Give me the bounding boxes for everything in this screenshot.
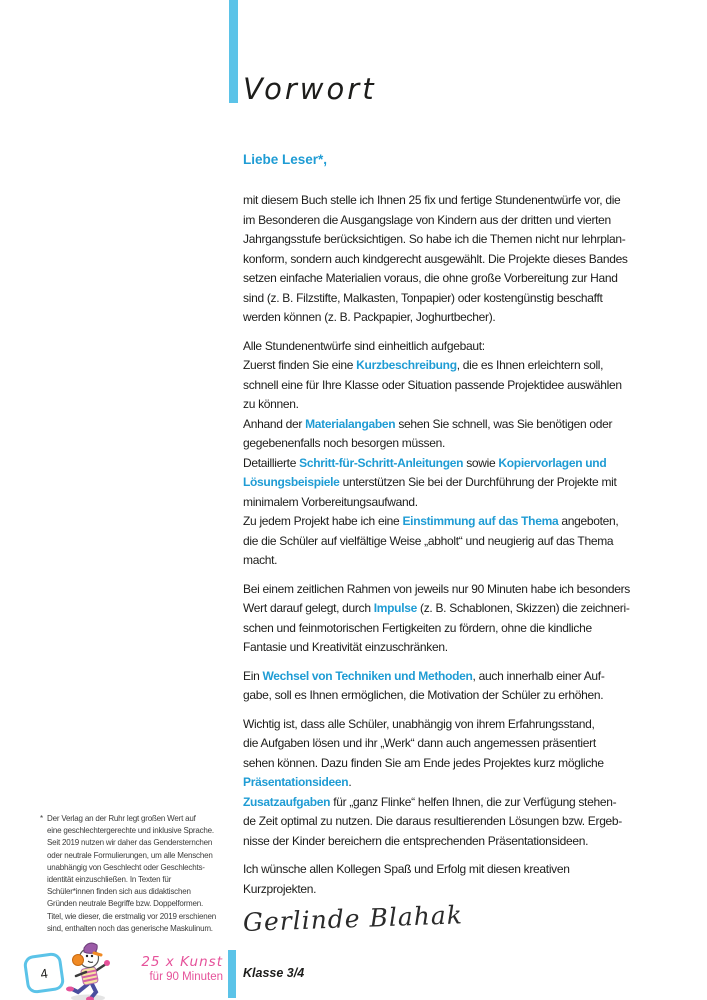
highlighted-term: Zusatzaufgaben [243, 794, 331, 809]
text-line [243, 773, 663, 793]
text-line [243, 337, 663, 357]
text-run: . [348, 775, 352, 789]
footer-accent-bar [228, 950, 236, 998]
paragraph [243, 191, 663, 328]
footnote-line: oder neutrale Formulierungen, um alle Menschen [47, 850, 213, 860]
text-run: für „ganz Flinke“ helfen Ihnen, die zur Verfügung stehen- [330, 794, 617, 809]
text-run: Zu jedem Projekt habe ich eine [243, 514, 403, 528]
text-line [243, 880, 663, 900]
preface-content [243, 72, 663, 937]
paragraph [243, 580, 663, 658]
text-run: die die Schüler auf vielfältige Weise „abholt“ und neugierig auf das Thema [243, 533, 614, 548]
text-line [243, 532, 663, 552]
text-line [243, 793, 663, 813]
text-line [243, 395, 663, 415]
highlighted-term: Kurzbeschreibung [356, 358, 457, 372]
highlighted-term: Schritt-für-Schritt-Anleitungen [299, 455, 464, 470]
text-line [243, 250, 663, 270]
text-run: gegebenenfalls noch besorgen müssen. [243, 436, 446, 450]
text-run: sowie [463, 455, 499, 470]
text-line [243, 667, 663, 687]
text-run: konform, sondern auch kindgerecht ausgewählt. Die Projekte dieses Bandes [243, 251, 628, 266]
text-line [243, 512, 663, 532]
text-line [243, 832, 663, 852]
footnote-line: unabhängig von Geschlecht oder Geschlechts- [47, 862, 205, 872]
footnote-line: Der Verlag an der Ruhr legt großen Wert auf [47, 814, 196, 823]
text-line [243, 599, 663, 619]
text-line [243, 356, 663, 376]
text-run: , auch innerhalb einer Auf- [472, 668, 605, 683]
paragraph [243, 860, 663, 899]
text-run: Alle Stundenentwürfe sind einheitlich aufgebaut: [243, 338, 485, 353]
text-line [243, 715, 663, 735]
highlighted-term: Materialangaben [305, 416, 396, 431]
text-run: Bei einem zeitlichen Rahmen von jeweils nur 90 Minuten habe ich besonders [243, 581, 631, 596]
highlighted-term: Einstimmung auf das Thema [402, 514, 559, 528]
text-run: sehen Sie schnell, was Sie benötigen oder [395, 416, 613, 431]
text-line [243, 415, 663, 435]
text-run: sind (z. B. Filzstifte, Malkasten, Tonpapier) oder kostengünstig beschafft [243, 290, 603, 305]
footnote-line: identität einzuschließen. In Texten für [47, 875, 172, 885]
footnote-text [47, 813, 239, 935]
text-line [243, 580, 663, 600]
text-line [243, 551, 663, 571]
text-run: Anhand der [243, 416, 306, 431]
text-run: unterstützen Sie bei der Durchführung der Projekte mit [339, 475, 617, 489]
text-run: (z. B. Schablonen, Skizzen) die zeichneri- [416, 601, 630, 615]
text-run: zu können. [243, 397, 299, 411]
text-line [243, 812, 663, 832]
text-run: angeboten, [558, 514, 619, 528]
footnote-marker: * [40, 814, 43, 823]
text-run: , die es Ihnen erleichtern soll, [456, 358, 604, 372]
highlighted-term: Präsentationsideen [243, 775, 349, 789]
text-line [243, 686, 663, 706]
mascot-illustration [64, 942, 116, 1000]
text-run: mit diesem Buch stelle ich Ihnen 25 fix und fertige Stundenentwürfe vor, die [243, 193, 621, 207]
text-line [243, 269, 663, 289]
text-run: de Zeit optimal zu nutzen. Die daraus resultierenden Lösungen bzw. Ergeb- [243, 814, 623, 828]
text-line [243, 638, 663, 658]
footnote-line: Seit 2019 nutzen wir daher das Gendersternchen [47, 838, 213, 848]
series-subtitle: für 90 Minuten [149, 971, 223, 983]
text-run: gabe, soll es Ihnen ermöglichen, die Motivation der Schüler zu erhöhen. [243, 688, 604, 702]
paragraph [243, 715, 663, 852]
paragraph [243, 667, 663, 706]
greeting: Liebe Leser*, [243, 152, 328, 167]
title-accent-bar [229, 0, 238, 103]
text-line [243, 619, 663, 639]
footnote-line: sind, enthalten noch das generische Maskulinum. [47, 923, 213, 933]
grade-label: Klasse 3/4 [243, 966, 305, 980]
text-line [243, 376, 663, 396]
series-title: 25 x Kunst [141, 954, 223, 970]
text-run: Fantasie und Kreativität einzuschränken. [243, 640, 448, 654]
text-run: nisse der Kinder bereichern die entsprechenden Präsentationsideen. [243, 833, 589, 848]
text-run: Kurzprojekten. [243, 881, 317, 896]
text-run: Detaillierte [243, 455, 300, 470]
text-run: schnell eine für Ihre Klasse oder Situation passende Projektidee auswählen [243, 377, 622, 392]
text-run: die Aufgaben lösen und ihr „Werk“ dann auch angemessen präsentiert [243, 736, 596, 750]
text-line [243, 493, 663, 513]
highlighted-term: Kopiervorlagen und [498, 455, 607, 470]
footnote-line: eine geschlechtergerechte und inklusive Sprache. [47, 826, 214, 836]
highlighted-term: Impulse [373, 601, 417, 615]
text-run: im Besonderen die Ausgangslage von Kindern aus der dritten und vierten [243, 212, 611, 227]
text-run: Jahrgangsstufe berücksichtigen. So habe ich die Themen nicht nur lehrplan- [243, 232, 626, 246]
text-line [243, 211, 663, 231]
footnote [40, 813, 239, 935]
paragraph [243, 337, 663, 571]
text-run: werden können (z. B. Packpapier, Joghurtbecher). [243, 310, 496, 324]
text-line [243, 434, 663, 454]
page-title: Vorwort [243, 72, 377, 106]
preface-paragraphs [243, 191, 663, 899]
footnote-line: Gründen neutrale Begriffe bzw. Doppelformen. [47, 899, 204, 909]
text-line [243, 454, 663, 474]
text-run: schen und feinmotorischen Fertigkeiten zu fördern, ohne die kindliche [243, 620, 592, 635]
footnote-line: Titel, wie dieser, die erstmalig vor 2019 erschienen [47, 911, 216, 921]
text-run: Ich wünsche allen Kollegen Spaß und Erfolg mit diesen kreativen [243, 862, 570, 876]
highlighted-term: Wechsel von Techniken und Methoden [262, 668, 473, 683]
text-run: Ein [243, 668, 263, 683]
text-line [243, 289, 663, 309]
text-run: Wert darauf gelegt, durch [243, 601, 374, 615]
text-line [243, 734, 663, 754]
text-run: sehen können. Dazu finden Sie am Ende jedes Projektes kurz mögliche [243, 755, 604, 770]
text-line [243, 308, 663, 328]
text-run: macht. [243, 553, 278, 567]
text-run: Wichtig ist, dass alle Schüler, unabhängig von ihrem Erfahrungsstand, [243, 716, 595, 731]
text-line [243, 754, 663, 774]
page-number: 4 [39, 965, 49, 981]
text-line [243, 230, 663, 250]
text-run: minimalem Vorbereitungsaufwand. [243, 494, 418, 509]
series-brand [100, 954, 223, 985]
highlighted-term: Lösungsbeispiele [243, 475, 340, 489]
text-run: Zuerst finden Sie eine [243, 358, 357, 372]
page-number-badge [23, 952, 66, 995]
text-run: setzen einfache Materialien voraus, die ohne große Vorbereitung zur Hand [243, 271, 618, 285]
text-line [243, 860, 663, 880]
author-signature: Gerlinde Blahak [242, 900, 464, 937]
footnote-line: Schüler*innen finden sich aus didaktischen [47, 887, 191, 897]
text-line [243, 473, 663, 493]
text-line [243, 191, 663, 211]
